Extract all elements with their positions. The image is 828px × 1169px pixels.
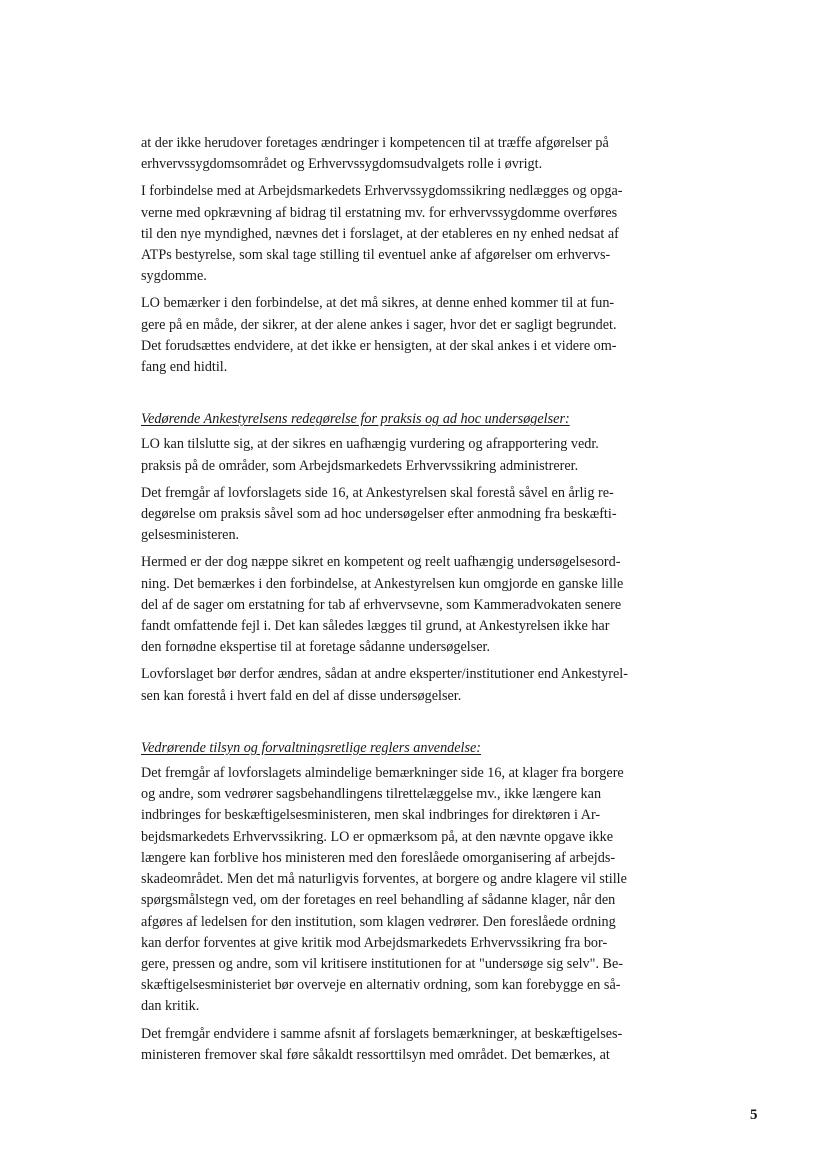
page-number: 5 [750, 1107, 758, 1123]
paragraph: at der ikke herudover foretages ændringer i kompetencen til at træffe afgørelser på erhvervssygdomsområdet og Erhvervssygdomsudvalgets rolle i øvrigt. [141, 135, 609, 173]
paragraph: Det fremgår endvidere i samme afsnit af forslagets bemærkninger, at beskæftigelses- ministeren fremover skal føre såkaldt ressorttilsyn med området. Det bemærkes, at [141, 1025, 623, 1063]
paragraph: Det fremgår af lovforslagets almindelige bemærkninger side 16, at klager fra borgere og andre, som vedrører sagsbehandlingens tilrettelæggelse mv., ikke længere kan indbringes for beskæftigelsesministeren, men skal indbringes for direktøren i Ar- bejdsmarkedets Erhvervssikring. LO er opmærksom på, at den nævnte opgave ikke længere kan forblive hos ministeren med den foreslåede omorganisering af arbejds- skadeområdet. Men det må naturligvis forventes, at borgere og andre klagere vil stille spørgsmålstegn ved, om der foretages en reel behandling af sådanne klager, når den afgøres af ledelsen for den institution, som klagen vedrører. Den foreslåede ordning kan derfor forventes at give kritik mod Arbejdsmarkedets Erhvervssikring fra bor- gere, pressen og andre, som vil kritisere institutionen for at "undersøge sig selv". Be- skæftigelsesministeriet bør overveje en alternativ ordning, som kan forebygge en så- dan kritik. [141, 765, 627, 1015]
paragraph: Lovforslaget bør derfor ændres, sådan at andre eksperter/institutioner end Ankestyrel- sen kan forestå i hvert fald en del af disse undersøgelser. [141, 666, 628, 704]
paragraph: I forbindelse med at Arbejdsmarkedets Erhvervssygdomssikring nedlægges og opga- verne med opkrævning af bidrag til erstatning mv. for erhvervssygdomme overføres til den nye myndighed, nævnes det i forslaget, at der etableres en ny enhed nedsat af ATPs bestyrelse, som skal tage stilling til eventuel anke af afgørelser om erhvervs- sygdomme. [141, 183, 623, 285]
section-heading: Vedrørende tilsyn og forvaltningsretlige reglers anvendelse: [141, 739, 482, 756]
document-body [141, 133, 689, 1072]
paragraph: LO kan tilslutte sig, at der sikres en uafhængig vurdering og afrapportering vedr. praksis på de områder, som Arbejdsmarkedets Erhvervssikring administrerer. [141, 436, 599, 474]
paragraph: Det fremgår af lovforslagets side 16, at Ankestyrelsen skal forestå såvel en årlig re- degørelse om praksis såvel som ad hoc undersøgelser efter anmodning fra beskæfti- gelsesministeren. [141, 484, 617, 544]
paragraph: LO bemærker i den forbindelse, at det må sikres, at denne enhed kommer til at fun- gere på en måde, der sikrer, at der alene ankes i sager, hvor det er sagligt begrundet. Det forudsættes endvidere, at det ikke er hensigten, at der skal ankes i et videre om- fang end hidtil. [141, 295, 617, 376]
paragraph: Hermed er der dog næppe sikret en kompetent og reelt uafhængig undersøgelsesord- ning. Det bemærkes i den forbindelse, at Ankestyrelsen kun omgjorde en ganske lille del af de sager om erstatning for tab af erhvervsevne, som Kammeradvokaten senere fandt omfattende fejl i. Det kan således lægges til grund, at Ankestyrelsen ikke har den fornødne ekspertise til at foretage sådanne undersøgelser. [141, 554, 624, 656]
section-heading: Vedørende Ankestyrelsens redegørelse for praksis og ad hoc undersøgelser: [141, 411, 570, 428]
